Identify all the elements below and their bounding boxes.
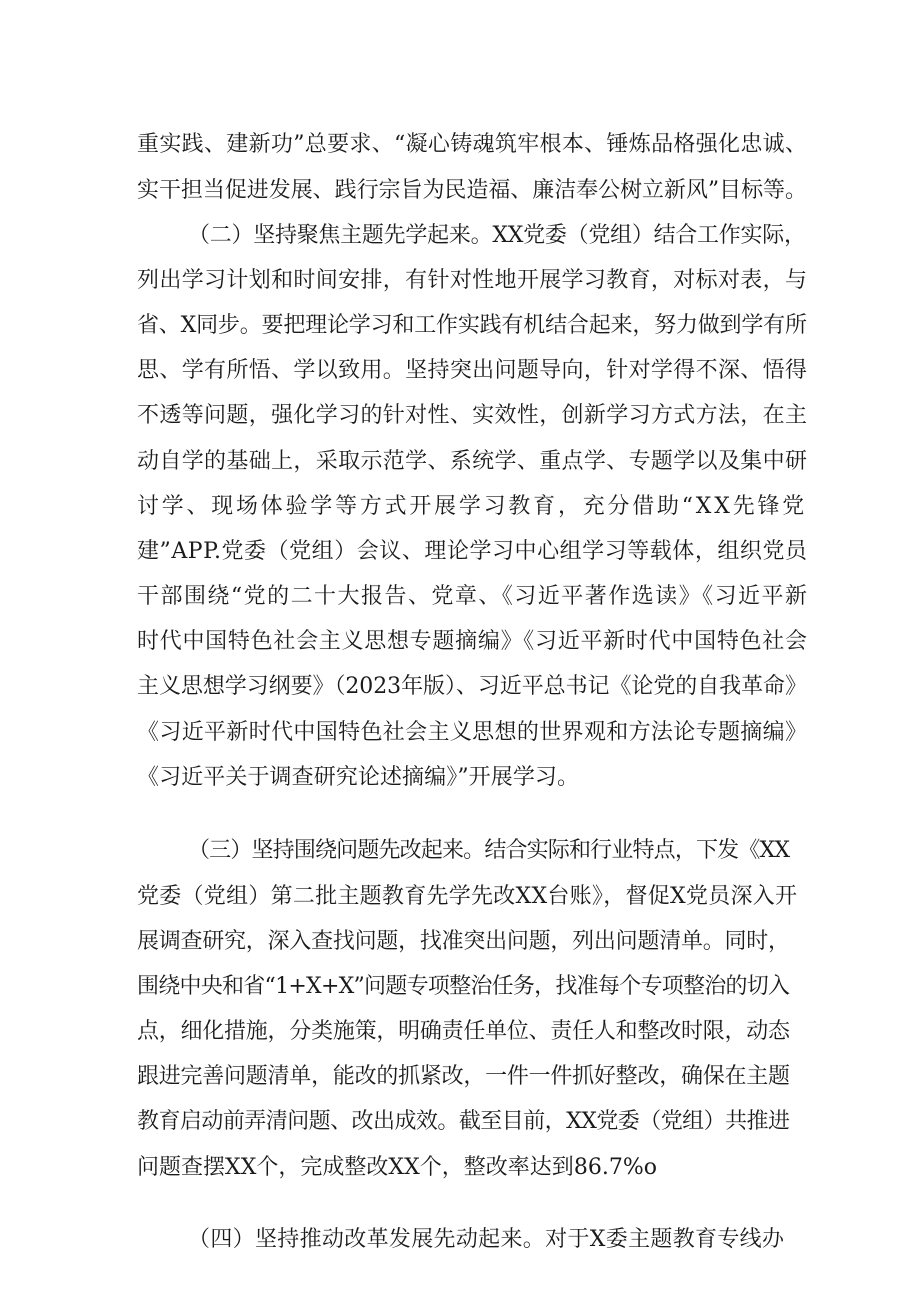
line-text: 列出学习计划和时间安排，有针对性地开展学习教育，对标对表，与: [137, 268, 808, 293]
text-line: [0, 1059, 920, 1095]
line-text: 围绕中央和省“1+X+X”问题专项整治任务，找准每个专项整治的切入: [137, 974, 790, 999]
line-text: 党委（党组）第二批主题教育先学先改XX台账》，督促X党员深入开: [137, 884, 798, 909]
text-line: [0, 579, 920, 615]
text-line: [0, 263, 920, 299]
line-text: （三）坚持围绕问题先改起来。结合实际和行业特点，下发《XX: [188, 838, 790, 863]
line-text: 点，细化措施，分类施策，明确责任单位、责任人和整改时限，动态: [137, 1019, 790, 1044]
line-text: 实干担当促进发展、践行宗旨为民造福、廉洁奉公树立新风”目标等。: [137, 178, 807, 203]
line-text: （二）坚持聚焦主题先学起来。XX党委（党组）结合工作实际，: [188, 223, 806, 248]
line-text: 干部围绕“党的二十大报告、党章、《习近平著作选读》《习近平新: [137, 584, 809, 609]
text-line: [0, 218, 920, 254]
line-text: 《习近平关于调查研究论述摘编》”开展学习。: [137, 765, 580, 790]
line-text: 教育启动前弄清问题、改出成效。截至目前，XX党委（党组）共推进: [137, 1109, 790, 1134]
line-text: 不透等问题，强化学习的针对性、实效性，创新学习方式方法，在主: [137, 403, 808, 428]
line-text: 建”APP.党委（党组）会议、理论学习中心组学习等载体，组织党员: [137, 539, 808, 564]
text-line: [0, 669, 920, 705]
text-line: [0, 489, 920, 525]
line-text: （四）坚持推动改革发展先动起来。对于X委主题教育专线办: [188, 1227, 785, 1252]
text-line: [0, 398, 920, 434]
text-line: [0, 1014, 920, 1050]
text-line: [0, 879, 920, 915]
text-line: [0, 924, 920, 960]
text-line: [0, 833, 920, 869]
line-text: 动自学的基础上，采取示范学、系统学、重点学、专题学以及集中研: [137, 449, 808, 474]
text-line: [0, 1222, 920, 1258]
line-text: 省、X同步。要把理论学习和工作实践有机结合起来，努力做到学有所: [137, 313, 807, 338]
text-line: [0, 969, 920, 1005]
text-line: [0, 173, 920, 209]
text-line: [0, 1150, 920, 1186]
line-text: 时代中国特色社会主义思想专题摘编》《习近平新时代中国特色社会: [137, 629, 808, 654]
text-line: [0, 127, 920, 163]
text-line: [0, 760, 920, 796]
text-line: [0, 534, 920, 570]
line-text: 主义思想学习纲要》（2023年版）、习近平总书记《论党的自我革命》: [137, 674, 807, 699]
line-text: 《习近平新时代中国特色社会主义思想的世界观和方法论专题摘编》: [137, 720, 808, 745]
line-text: 跟进完善问题清单，能改的抓紧改，一件一件抓好整改，确保在主题: [137, 1064, 790, 1089]
line-text: 思、学有所悟、学以致用。坚持突出问题导向，针对学得不深、悟得: [137, 358, 808, 383]
text-line: [0, 308, 920, 344]
line-text: 讨学、现场体验学等方式开展学习教育，充分借助“XX先锋党: [137, 494, 807, 519]
text-line: [0, 444, 920, 480]
text-line: [0, 1104, 920, 1140]
text-line: [0, 624, 920, 660]
line-text: 展调查研究，深入查找问题，找准突出问题，列出问题清单。同时，: [137, 929, 790, 954]
line-text: 问题查摆XX个，完成整改XX个，整改率达到86.7%o: [137, 1155, 657, 1180]
text-line: [0, 353, 920, 389]
line-text: 重实践、建新功”总要求、“凝心铸魂筑牢根本、锤炼品格强化忠诚、: [137, 132, 808, 157]
text-line: [0, 715, 920, 751]
